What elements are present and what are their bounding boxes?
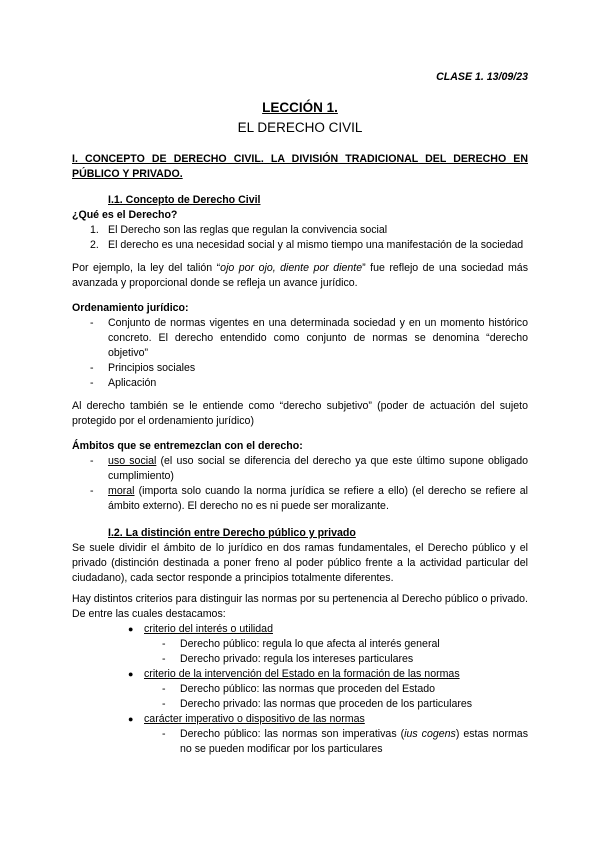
definition-list xyxy=(72,223,528,253)
criterion-item: ● criterio del interés o utilidad xyxy=(128,623,273,635)
bullet-icon: ● xyxy=(128,624,134,634)
ambitos-list xyxy=(72,454,528,514)
list-item: - uso social (el uso social se diferencia del derecho ya que este último supone obligado cumplimiento) xyxy=(90,455,529,482)
criterion-item: ● criterio de la intervención del Estado en la formación de las normas xyxy=(128,668,460,680)
ordenamiento-list xyxy=(72,316,528,391)
list-item: - Derecho público: las normas que proceden del Estado xyxy=(162,683,435,695)
section-heading: I. CONCEPTO DE DERECHO CIVIL. LA DIVISIÓN TRADICIONAL DEL DERECHO EN PÚBLICO Y PRIVADO. xyxy=(72,153,528,180)
division-paragraph: Se suele dividir el ámbito de lo jurídico en dos ramas fundamentales, el Derecho público y el privado (distinción destinada a poner freno al poder público frente a la actividad particular del ciudadano), cada sector responde a principios totalmente diferentes. xyxy=(72,542,528,584)
criteria-list xyxy=(72,622,528,757)
list-item: - Aplicación xyxy=(90,377,157,389)
list-item: - moral (importa solo cuando la norma jurídica se refiere a ello) (el derecho se refiere al ámbito externo). El derecho no es ni puede ser moralizante. xyxy=(90,485,528,512)
document-body xyxy=(72,152,528,757)
list-item: 2. El derecho es una necesidad social y al mismo tiempo una manifestación de la sociedad xyxy=(90,239,524,251)
class-date: CLASE 1. 13/09/23 xyxy=(436,71,528,83)
criterion-sublist xyxy=(72,637,528,667)
list-item: - Derecho público: las normas son imperativas (ius cogens) estas normas no se pueden modificar por los particulares xyxy=(162,728,528,755)
example-paragraph: Por ejemplo, la ley del talión “ojo por ojo, diente por diente” fue reflejo de una sociedad más avanzada y proporcional donde se refleja un avance jurídico. xyxy=(72,262,528,289)
list-item: - Principios sociales xyxy=(90,362,196,374)
list-item: - Derecho público: regula lo que afecta al interés general xyxy=(162,638,440,650)
criterion-item: ● carácter imperativo o dispositivo de las normas xyxy=(128,713,365,725)
lesson-subject: EL DERECHO CIVIL xyxy=(237,120,363,135)
subjective-paragraph: Al derecho también se le entiende como “derecho subjetivo” (poder de actuación del sujeto protegido por el ordenamiento jurídico) xyxy=(72,400,528,427)
ambitos-heading: Ámbitos que se entremezclan con el derecho: xyxy=(72,440,303,452)
bullet-icon: ● xyxy=(128,714,134,724)
lesson-title: LECCIÓN 1. xyxy=(262,100,338,115)
criterion-sublist xyxy=(72,682,528,712)
subsection-heading-2: I.2. La distinción entre Derecho público y privado xyxy=(108,527,356,539)
list-item: 1. El Derecho son las reglas que regulan la convivencia social xyxy=(90,224,388,236)
bullet-icon: ● xyxy=(128,669,134,679)
list-item: - Derecho privado: las normas que proceden de los particulares xyxy=(162,698,473,710)
subsection-heading-1: I.1. Concepto de Derecho Civil xyxy=(108,194,261,206)
ordenamiento-heading: Ordenamiento jurídico: xyxy=(72,302,189,314)
list-item: - Derecho privado: regula los intereses particulares xyxy=(162,653,414,665)
criterion-sublist xyxy=(72,727,528,757)
criteria-intro: Hay distintos criterios para distinguir las normas por su pertenencia al Derecho público o privado. De entre las cuales destacamos: xyxy=(72,593,528,620)
question-heading: ¿Qué es el Derecho? xyxy=(72,209,178,221)
list-item: - Conjunto de normas vigentes en una determinada sociedad y en un momento histórico concreto. El derecho entendido como conjunto de normas se denomina “derecho objetivo” xyxy=(90,317,528,359)
